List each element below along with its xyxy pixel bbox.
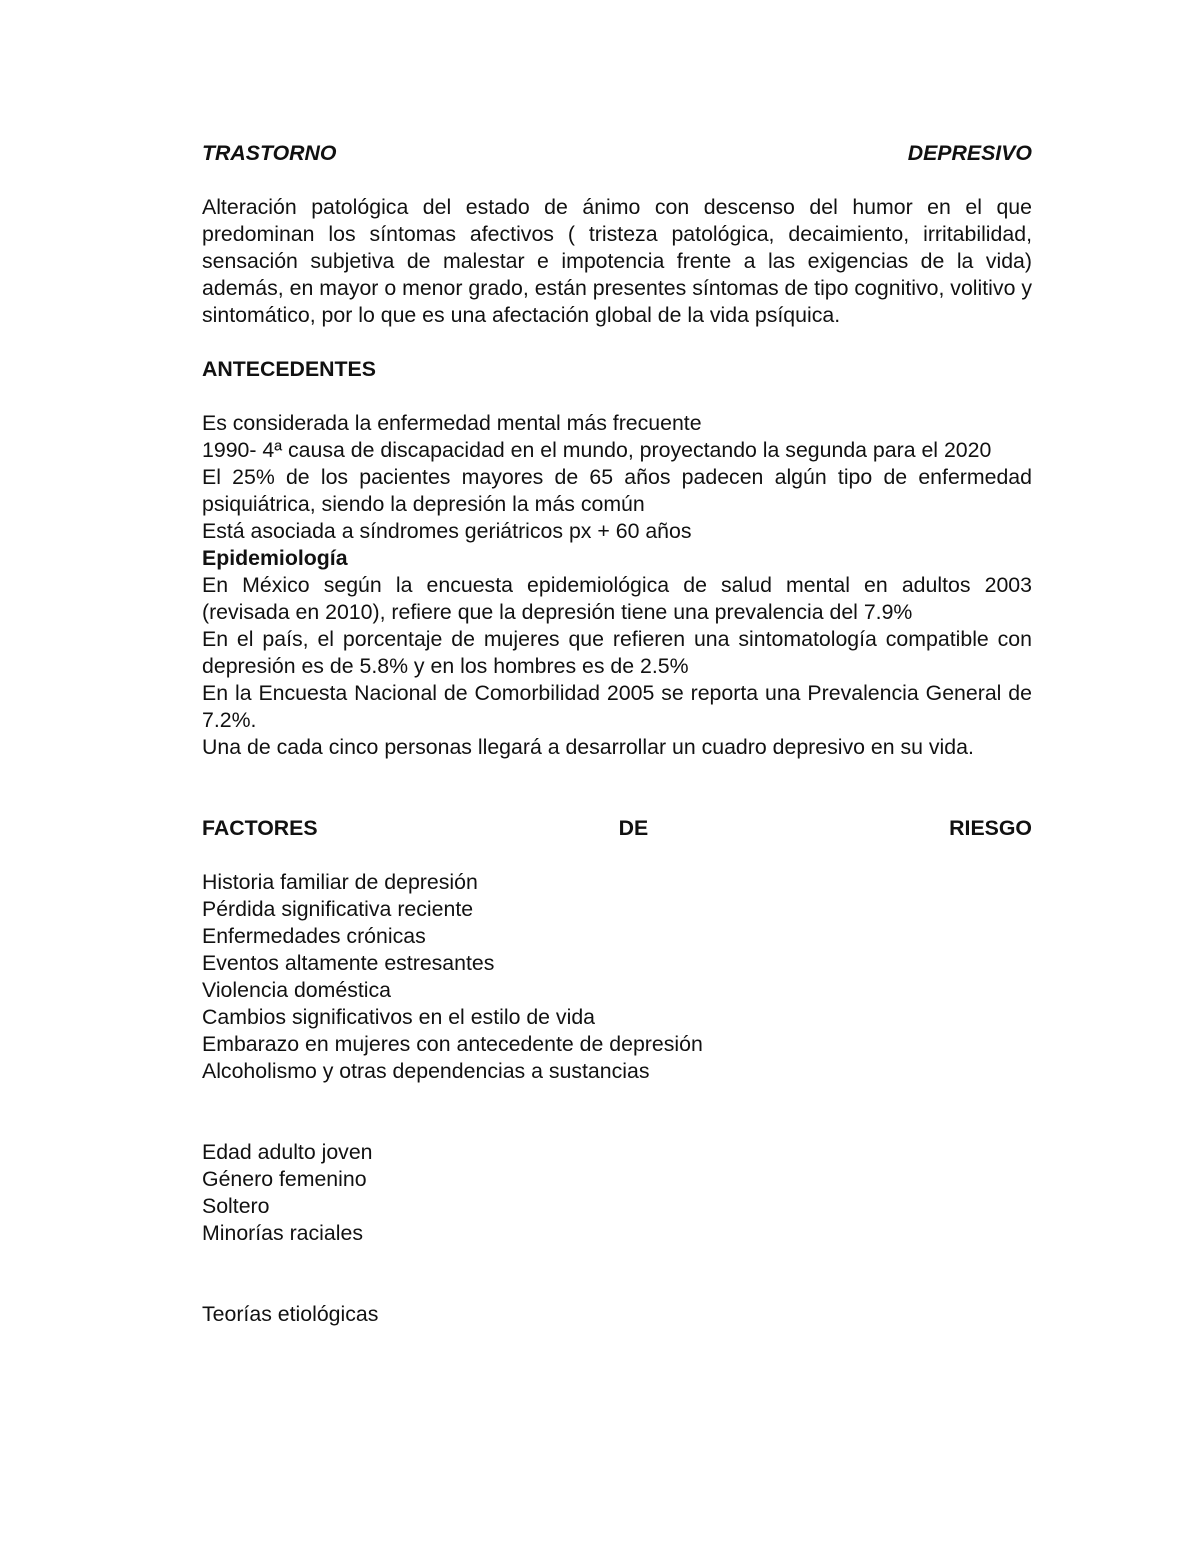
document-title: [202, 140, 1032, 167]
epidemiologia-item: En México según la encuesta epidemiológica de salud mental en adultos 2003 (revisada en 2010), refiere que la depresión tiene una prevalencia del 7.9%: [202, 573, 1032, 624]
antecedentes-heading: ANTECEDENTES: [202, 357, 376, 381]
list-item: Violencia doméstica: [202, 978, 392, 1002]
title-left: TRASTORNO: [202, 141, 337, 165]
teorias-heading: Teorías etiológicas: [202, 1302, 379, 1326]
factores-heading-mid: DE: [618, 816, 649, 840]
antecedentes-item: 1990- 4ª causa de discapacidad en el mundo, proyectando la segunda para el 2020: [202, 438, 992, 462]
list-item: Historia familiar de depresión: [202, 870, 478, 894]
epidemiologia-item: En la Encuesta Nacional de Comorbilidad 2005 se reporta una Prevalencia General de 7.2%.: [202, 681, 1032, 732]
list-item: Edad adulto joven: [202, 1140, 373, 1164]
antecedentes-item: El 25% de los pacientes mayores de 65 años padecen algún tipo de enfermedad psiquiátrica, siendo la depresión la más común: [202, 465, 1032, 516]
factores-heading-right: RIESGO: [949, 816, 1032, 840]
list-item: Enfermedades crónicas: [202, 924, 426, 948]
list-item: Minorías raciales: [202, 1221, 363, 1245]
list-item: Eventos altamente estresantes: [202, 951, 495, 975]
document-page: [202, 140, 1032, 1328]
epidemiologia-heading: Epidemiología: [202, 546, 348, 570]
list-item: Pérdida significativa reciente: [202, 897, 474, 921]
list-item: Género femenino: [202, 1167, 367, 1191]
epidemiologia-item: En el país, el porcentaje de mujeres que refieren una sintomatología compatible con depresión es de 5.8% y en los hombres es de 2.5%: [202, 627, 1032, 678]
intro-paragraph: Alteración patológica del estado de ánimo con descenso del humor en el que predominan los síntomas afectivos ( tristeza patológica, decaimiento, irritabilidad, sensación subjetiva de malestar e impotencia frente a las exigencias de la vida) además, en mayor o menor grado, están presentes síntomas de tipo cognitivo, volitivo y sintomático, por lo que es una afectación global de la vida psíquica.: [202, 195, 1032, 327]
title-right: DEPRESIVO: [907, 141, 1032, 165]
factores-heading-left: FACTORES: [202, 816, 318, 840]
list-item: Cambios significativos en el estilo de vida: [202, 1005, 596, 1029]
antecedentes-item: Es considerada la enfermedad mental más frecuente: [202, 411, 702, 435]
factores-list-b: [202, 1139, 1032, 1247]
factores-list-a: [202, 869, 1032, 1085]
antecedentes-item: Está asociada a síndromes geriátricos px + 60 años: [202, 519, 692, 543]
list-item: Alcoholismo y otras dependencias a sustancias: [202, 1059, 650, 1083]
factores-heading: [202, 815, 1032, 842]
epidemiologia-item: Una de cada cinco personas llegará a desarrollar un cuadro depresivo en su vida.: [202, 735, 974, 759]
list-item: Soltero: [202, 1194, 270, 1218]
list-item: Embarazo en mujeres con antecedente de depresión: [202, 1032, 703, 1056]
